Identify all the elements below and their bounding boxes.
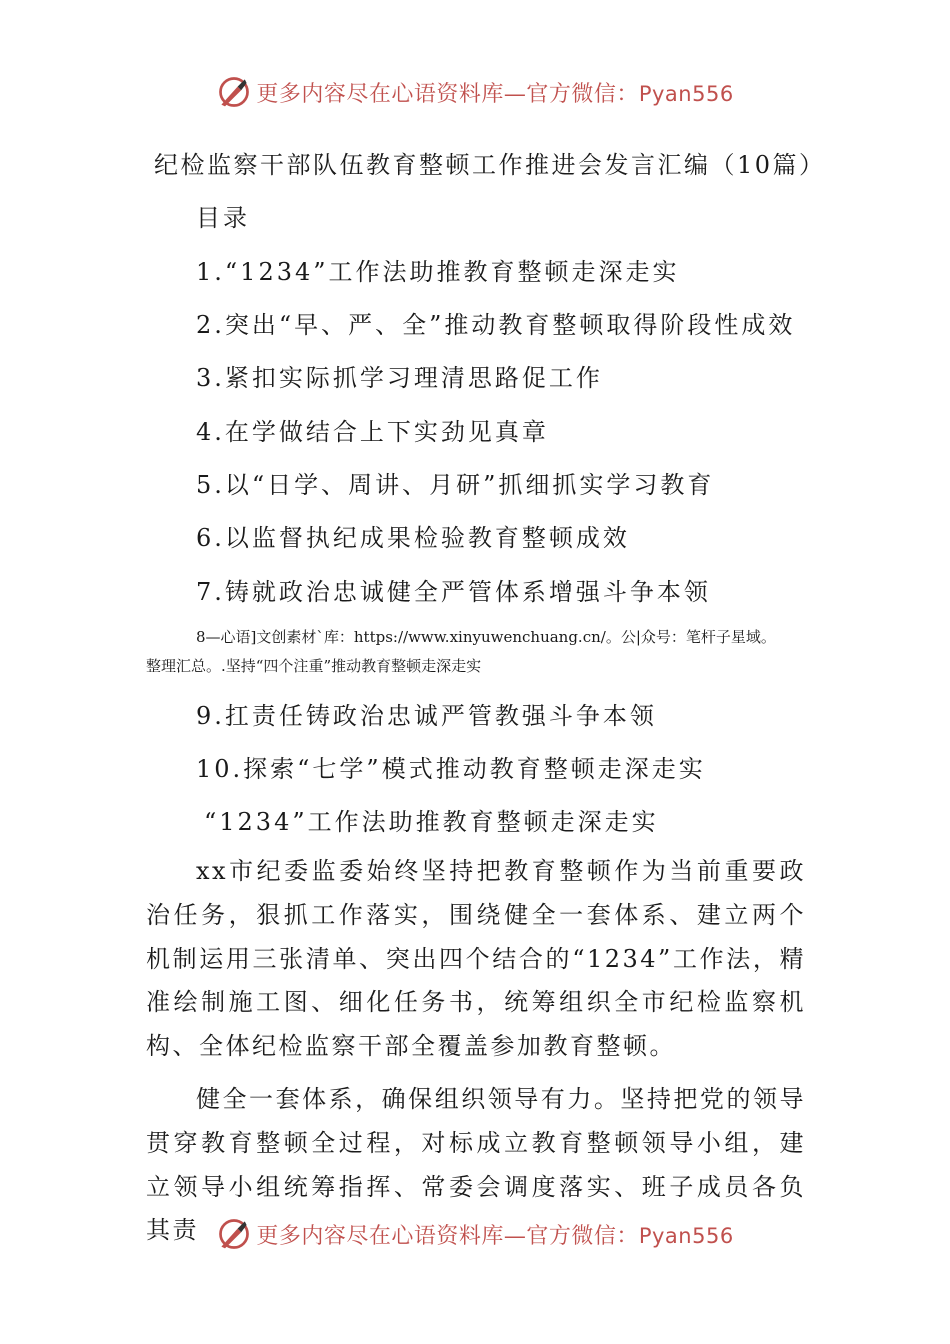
section-title: “1234”工作法助推教育整顿走深走实 xyxy=(204,808,659,836)
body-paragraph: xx市纪委监委始终坚持把教育整顿作为当前重要政治任务，狠抓工作落实，围绕健全一套体系、建立两个机制运用三张清单、突出四个结合的“1234”工作法，精准绘制施工图、细化任务书，统筹组织全市纪检监察机构、全体纪检监察干部全覆盖参加教育整顿。 xyxy=(146,857,806,1061)
toc-item: 3.紧扣实际抓学习理清思路促工作 xyxy=(196,364,603,392)
footer-watermark-banner xyxy=(0,1214,950,1254)
toc-item: 9.扛责任铸政治忠诚严管教强斗争本领 xyxy=(196,702,657,730)
banner-text: 更多内容尽在心语资料库—官方微信：Pyan556 xyxy=(256,81,734,107)
toc-item: 4.在学做结合上下实劲见真章 xyxy=(196,418,549,446)
banner-wechat-id: Pyan556 xyxy=(638,81,734,106)
toc-item: 10.探索“七学”模式推动教育整顿走深走实 xyxy=(196,755,706,783)
body-paragraph: 健全一套体系，确保组织领导有力。坚持把党的领导贯穿教育整顿全过程，对标成立教育整顿领导小组，建立领导小组统筹指挥、常委会调度落实、班子成员各负其责 xyxy=(146,1085,806,1245)
document-title: 纪检监察干部队伍教育整顿工作推进会发言汇编（10篇） xyxy=(154,151,826,179)
toc-item: 6.以监督执纪成果检验教育整顿成效 xyxy=(196,524,630,552)
pen-logo-icon xyxy=(216,74,252,110)
toc-item: 1.“1234”工作法助推教育整顿走深走实 xyxy=(196,258,680,286)
banner-text: 更多内容尽在心语资料库—官方微信：Pyan556 xyxy=(256,1223,734,1249)
toc-item: 7.铸就政治忠诚健全严管体系增强斗争本领 xyxy=(196,578,711,606)
banner-wechat-id: Pyan556 xyxy=(638,1223,734,1248)
header-watermark-banner xyxy=(0,72,950,112)
pen-logo-icon xyxy=(216,1216,252,1252)
toc-item: 5.以“日学、周讲、月研”抓细抓实学习教育 xyxy=(196,471,715,499)
toc-item: 2.突出“早、严、全”推动教育整顿取得阶段性成效 xyxy=(196,311,796,339)
toc-item-8-continued: 整理汇总。.坚持“四个注重”推动教育整顿走深走实 xyxy=(146,657,482,675)
toc-item-8-note: 8—心语]文创素材`库：https://www.xinyuwenchuang.cn/。公|众号：笔杆子星域。 xyxy=(196,628,776,646)
toc-heading: 目录 xyxy=(196,204,250,232)
